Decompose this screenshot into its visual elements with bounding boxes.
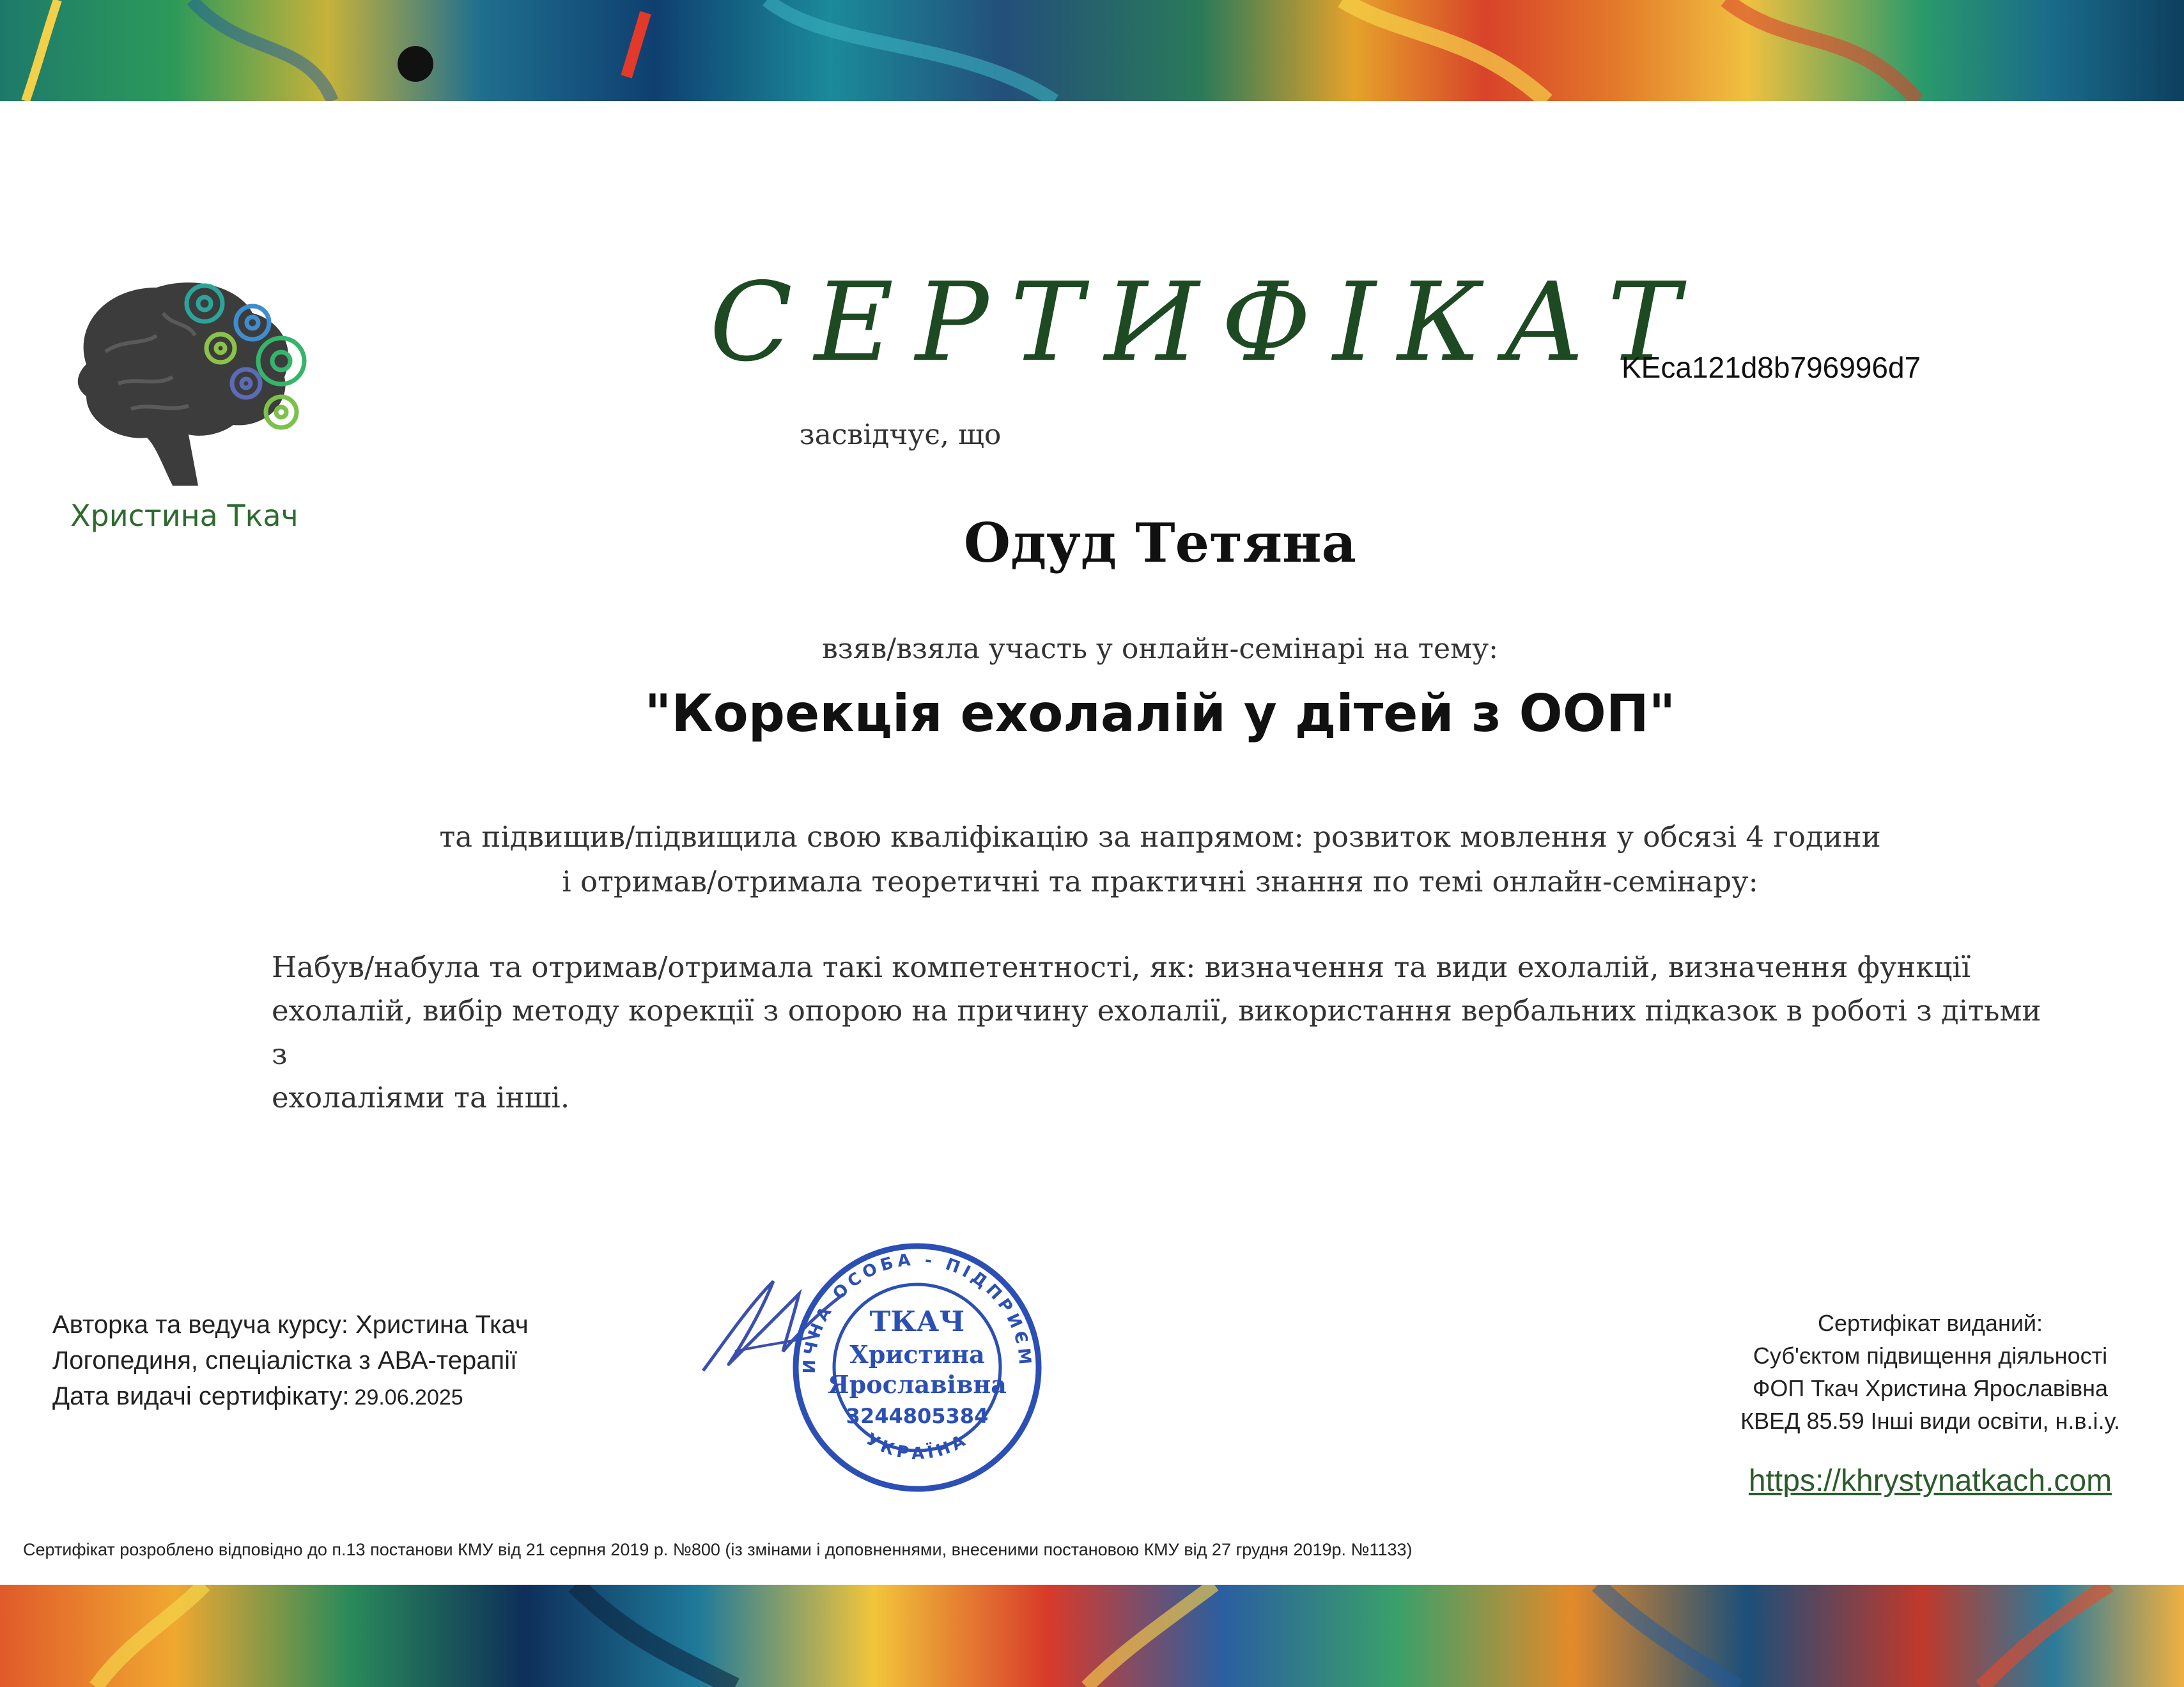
- bottom-paint-border: [0, 1585, 2184, 1687]
- issue-date-row: [52, 1378, 529, 1415]
- seminar-topic: "Корекція ехолалій у дітей з ООП": [644, 684, 1676, 743]
- stamp-country: УКРАЇНА: [862, 1429, 972, 1464]
- svg-text:УКРАЇНА: [863, 1429, 972, 1463]
- stamp-surname: ТКАЧ: [869, 1306, 965, 1338]
- issuer-line: ФОП Ткач Христина Ярославівна: [1752, 1375, 2109, 1401]
- author-title: Логопединя, спеціалістка з АВА-терапії: [52, 1346, 518, 1375]
- competence-line: Набув/набула та отримав/отримала такі компетентності, як: визначення та види ехолалій, визначення функції: [272, 950, 1971, 984]
- qualification-line: і отримав/отримала теоретичні та практичні знання по темі онлайн-семінару:: [562, 865, 1758, 898]
- issue-date-label: Дата видачі сертифікату:: [52, 1382, 350, 1410]
- issuer-line: КВЕД 85.59 Інші види освіти, н.в.і.у.: [1740, 1408, 2120, 1434]
- certificate-title: СЕРТИФІКАТ: [709, 259, 1702, 386]
- competence-text: [272, 946, 2061, 1120]
- stamp-ring-text: ИЧНА ОСОБА - ПІДПРИЄМ: [800, 1250, 1035, 1374]
- competence-line: ехолалій, вибір методу корекції з опорою на причину ехолалії, використання вербальних підказок в роботі з дітьми з: [272, 994, 2041, 1071]
- legal-footnote: Сертифікат розроблено відповідно до п.13 постанови КМУ від 21 серпня 2019 р. №800 (із змінами і доповненнями, внесеними постановою КМУ від 27 грудня 2019р. №1133): [23, 1540, 1413, 1559]
- stamp-patronymic: Ярославівна: [828, 1370, 1007, 1399]
- brain-gears-icon: [61, 275, 342, 492]
- logo-name: Христина Ткач: [70, 498, 298, 533]
- stamp-first-name: Христина: [849, 1340, 985, 1369]
- qualification-line: та підвищив/підвищила свою кваліфікацію за напрямом: розвиток мовлення у обсязі 4 години: [439, 820, 1881, 854]
- author-line: Авторка та ведуча курсу: Христина Ткач: [52, 1311, 529, 1339]
- author-info: [52, 1307, 529, 1415]
- issue-date: 29.06.2025: [354, 1385, 463, 1410]
- participated-text: взяв/взяла участь у онлайн-семінарі на тему:: [822, 633, 1498, 665]
- recipient-name: Одуд Тетяна: [963, 511, 1357, 574]
- certifies-text: засвідчує, що: [799, 419, 1002, 451]
- certificate-id: KEca121d8b796996d7: [1622, 351, 1921, 384]
- qualification-text: [0, 815, 2184, 904]
- competence-line: ехолаліями та інші.: [272, 1081, 570, 1114]
- website-link[interactable]: https://khrystynatkach.com: [1748, 1464, 2112, 1498]
- stamp-code: 3244805384: [846, 1404, 989, 1428]
- top-paint-border: [0, 0, 2184, 101]
- issuer-info: [1687, 1307, 2173, 1437]
- issuer-line: Сертифікат виданий:: [1817, 1310, 2043, 1336]
- issuer-line: Суб'єктом підвищення діяльності: [1753, 1343, 2108, 1369]
- official-stamp: [697, 1224, 1080, 1511]
